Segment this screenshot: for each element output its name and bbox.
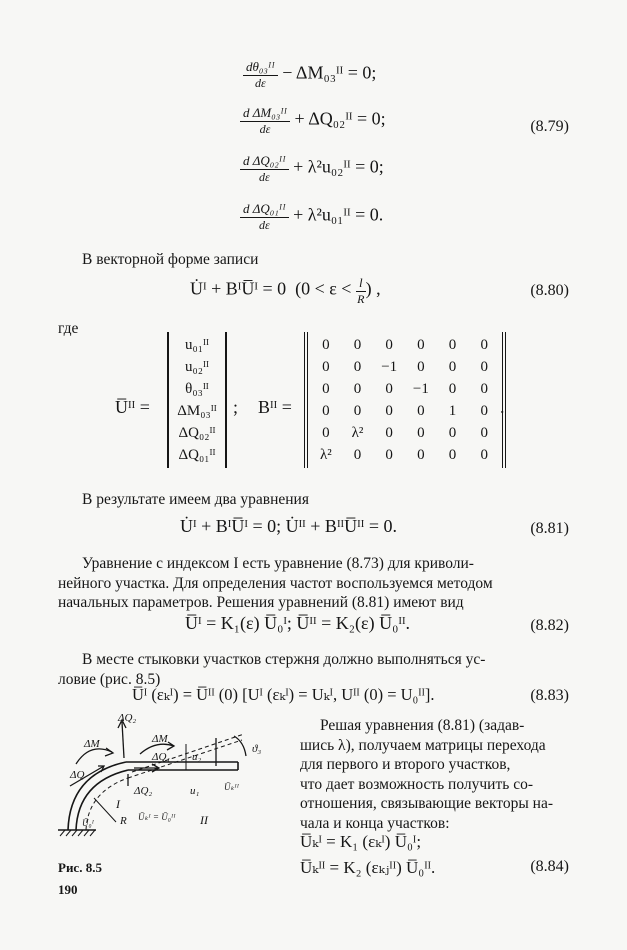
matrix-b-cell: 0 <box>480 403 488 419</box>
eq-882: U̅ᴵ = K₁(ε) U̅₀ᴵ; U̅ᴵᴵ = K₂(ε) U̅₀ᴵᴵ. <box>185 613 411 633</box>
matrix-b-row <box>310 334 500 356</box>
matrix-b <box>304 332 506 468</box>
label-v3: ϑ₃ <box>252 743 262 755</box>
eq-880-number: (8.80) <box>530 282 569 299</box>
label-dq2-top: ΔQ₂ <box>118 712 137 724</box>
matrix-b-row <box>310 444 500 466</box>
label-dq2-mid: ΔQ₂ <box>134 785 153 797</box>
matrix-b-cell: 1 <box>448 403 457 419</box>
matrix-b-cell: 0 <box>322 425 330 441</box>
eq-884-number: (8.84) <box>530 858 569 875</box>
matrix-b-cell: 0 <box>385 425 393 441</box>
vector-u-entry: ΔM₀₃ᴵᴵ <box>177 403 217 419</box>
matrix-b-cell: 0 <box>417 337 425 353</box>
matrix-b-cell: 0 <box>480 359 488 375</box>
matrix-b-label: Bᴵᴵ = <box>258 397 292 417</box>
eq-880-fraction: $\frac{l}{R}$ <box>357 275 365 306</box>
para-joint: В месте стыковки участков стержня должно выполняться ус- ловие (рис. 8.5) <box>58 651 486 688</box>
matrix-b-cell: 0 <box>322 403 330 419</box>
vector-u-entry: θ₀₃ᴵᴵ <box>185 381 209 397</box>
matrix-b-cell: 0 <box>353 403 362 419</box>
eq-879-line3-fraction: $\frac{\text{d ΔQ₀₂ᴵᴵ}}{d\varepsilon}$ <box>240 152 289 185</box>
matrix-b-cell: 0 <box>353 381 362 397</box>
para-result: В результате имеем два уравнения <box>82 491 309 508</box>
matrix-b-cell: 0 <box>385 337 393 353</box>
matrix-b-cell: 0 <box>480 337 488 353</box>
eq-883-number: (8.83) <box>530 687 569 704</box>
matrix-b-row <box>310 400 500 422</box>
matrix-b-cell: 0 <box>448 425 457 441</box>
matrix-b-cell: 0 <box>448 381 457 397</box>
label-radius: R <box>120 815 127 827</box>
matrix-b-cell: 0 <box>480 381 488 397</box>
label-uk2: Ūₖᴵᴵ <box>224 782 240 792</box>
eq-879-number: (8.79) <box>530 118 569 135</box>
deformed-straight-rod <box>128 740 242 778</box>
matrix-b-cell: 0 <box>448 447 457 463</box>
eq-879-line2: $\frac{\text{d ΔM₀₃ᴵᴵ}}{d\varepsilon}$ + ΔQ₀₂ᴵᴵ = 0; <box>240 104 386 137</box>
eq-879-line1-fraction: $\frac{\text{dθ₀₃ᴵᴵ}}{d\varepsilon}$ <box>243 58 278 91</box>
matrix-b-rows <box>310 334 500 466</box>
radius-line <box>94 798 116 822</box>
eq-879-line4-fraction: $\frac{\text{d ΔQ₀₁ᴵᴵ}}{d\varepsilon}$ <box>240 200 289 233</box>
eq-881-number: (8.81) <box>530 520 569 537</box>
eq-879-line4: $\frac{\text{d ΔQ₀₁ᴵᴵ}}{d\varepsilon}$ + λ²u₀₁ᴵᴵ = 0. <box>240 200 383 233</box>
matrix-b-cell: 0 <box>448 337 457 353</box>
matrix-b-cell: 0 <box>353 447 362 463</box>
matrix-b-row <box>310 378 500 400</box>
word-where: где <box>58 320 79 337</box>
eq-880: U̇ᴵ + BᴵU̅ᴵ = 0 (0 < ε < $\frac{l}{R}$ ) , <box>190 275 381 306</box>
matrix-b-cell: 0 <box>322 359 330 375</box>
para-solve: Решая уравнения (8.81) (задав- шись λ), получаем матрицы перехода для первого и второго участков, что дает возможность получить со- отношения, связывающие векторы на- чала и конца участков: <box>300 717 553 832</box>
vector-u-entry: u₀₁ᴵᴵ <box>185 337 209 353</box>
matrix-b-cell: 0 <box>353 359 362 375</box>
vector-u-entry: ΔQ₀₂ᴵᴵ <box>178 425 216 441</box>
eq-879-line1: $\frac{\text{dθ₀₃ᴵᴵ}}{d\varepsilon}$ − ΔM₀₃ᴵᴵ = 0; <box>243 58 376 91</box>
matrix-b-cell: λ² <box>351 425 364 441</box>
figure-8-5 <box>56 712 278 842</box>
eq-881: U̇ᴵ + BᴵU̅ᴵ = 0; U̇ᴵᴵ + BᴵᴵU̅ᴵᴵ = 0. <box>180 516 397 536</box>
matrix-b-end: . <box>500 397 505 417</box>
matrix-b-cell: 0 <box>385 447 393 463</box>
eq-879-line3: $\frac{\text{d ΔQ₀₂ᴵᴵ}}{d\varepsilon}$ + λ²u₀₂ᴵᴵ = 0; <box>240 152 384 185</box>
label-u01: Ū₀ᴵ <box>82 818 94 828</box>
matrix-b-cell: 0 <box>480 447 488 463</box>
matrix-b-cell: 0 <box>353 337 362 353</box>
eq-884-line2: U̅ₖᴵᴵ = K₂ (εₖⱼᴵᴵ) U̅₀ᴵᴵ. <box>300 858 436 877</box>
eq-884-line1: U̅ₖᴵ = K₁ (εₖᴵ) U̅₀ᴵ; <box>300 832 422 851</box>
matrix-b-cell: 0 <box>385 381 393 397</box>
matrix-b-cell: 0 <box>322 337 330 353</box>
eq-883: U̅ᴵ (εₖᴵ) = U̅ᴵᴵ (0) [Uᴵ (εₖᴵ) = Uₖᴵ, Uᴵᴵ (0) = U₀ᴵᴵ]. <box>132 685 435 704</box>
matrix-b-cell: 0 <box>480 425 488 441</box>
label-section-2: II <box>200 813 208 827</box>
vector-u-separator: ; <box>233 397 239 417</box>
matrix-b-cell: −1 <box>412 381 429 397</box>
label-dq-left: ΔQ <box>70 769 85 781</box>
label-dq1: ΔQ₁ <box>152 751 171 763</box>
label-dm-right: ΔM <box>152 733 168 745</box>
page-number: 190 <box>58 882 78 897</box>
deformed-straight-rod-2 <box>132 734 244 772</box>
eq-879-line2-fraction: $\frac{\text{d ΔM₀₃ᴵᴵ}}{d\varepsilon}$ <box>240 104 290 137</box>
para-main: Уравнение с индексом I есть уравнение (8.73) для криволи- нейного участка. Для определения частот воспользуемся методом начальных параметров. Решения уравнений (8.81) имеют вид <box>58 555 493 611</box>
label-section-1: I <box>116 797 120 811</box>
label-uk-eq: Ūₖᴵ = Ū₀ᴵᴵ <box>138 812 176 822</box>
label-dm-left: ΔM <box>84 738 100 750</box>
matrix-b-cell: 0 <box>417 403 425 419</box>
vector-u-label: U̅ᴵᴵ = <box>115 397 150 417</box>
vector-u-entry: ΔQ₀₁ᴵᴵ <box>178 447 216 463</box>
matrix-b-cell: 0 <box>417 359 425 375</box>
matrix-b-cell: 0 <box>448 359 457 375</box>
matrix-b-cell: 0 <box>322 381 330 397</box>
vector-u-entry: u₀₂ᴵᴵ <box>185 359 209 375</box>
matrix-b-row <box>310 356 500 378</box>
matrix-b-row <box>310 422 500 444</box>
eq-882-number: (8.82) <box>530 617 569 634</box>
matrix-b-cell: 0 <box>417 425 425 441</box>
label-u2: u₂ <box>192 751 202 763</box>
matrix-b-cell: 0 <box>385 403 393 419</box>
matrix-b-cell: 0 <box>417 447 425 463</box>
matrix-b-cell: λ² <box>319 447 332 463</box>
matrix-b-cell: −1 <box>381 359 398 375</box>
figure-caption: Рис. 8.5 <box>58 860 102 875</box>
label-u1: u₁ <box>190 785 200 797</box>
para-vector-form: В векторной форме записи <box>82 251 259 268</box>
ground-hatch <box>60 830 95 836</box>
vector-u <box>167 332 227 468</box>
